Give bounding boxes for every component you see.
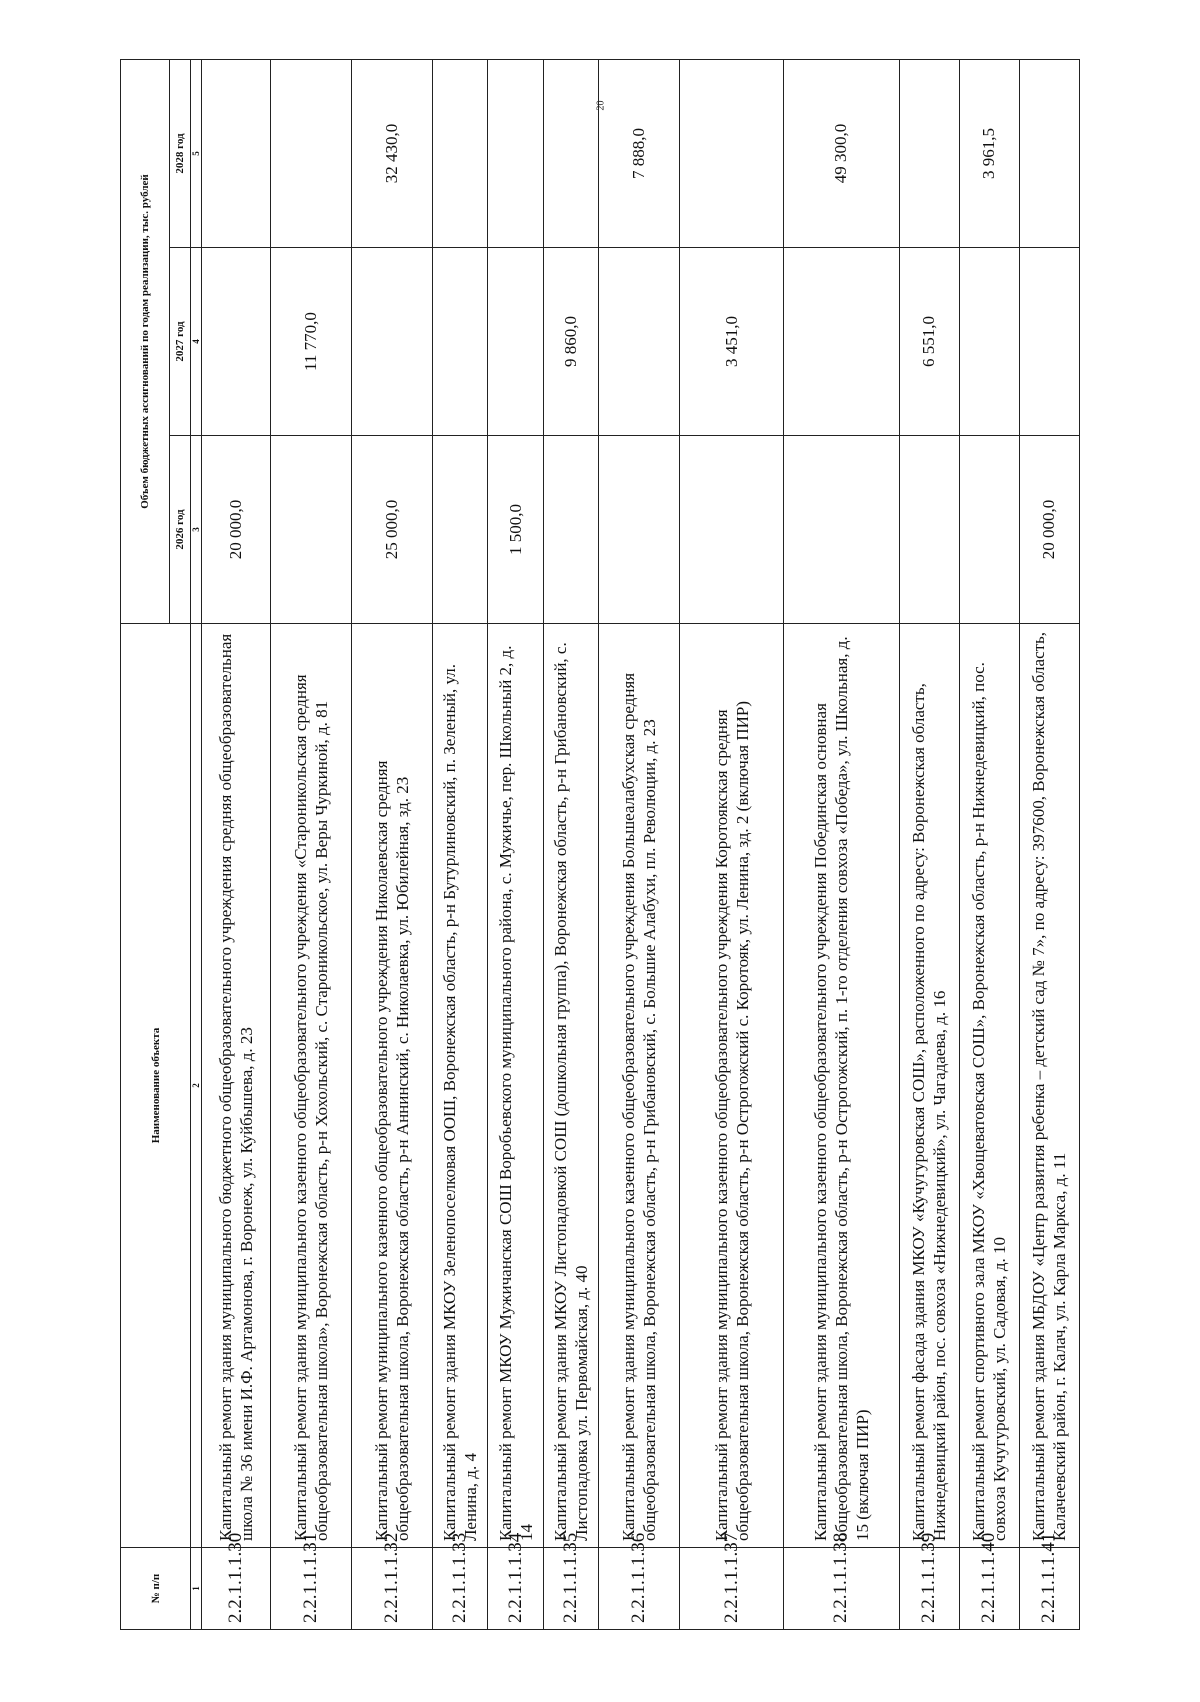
budget-table (120, 59, 1080, 1630)
value-2028: 32 430,0 (352, 60, 433, 248)
value-2028: 3 961,5 (959, 60, 1019, 248)
table-row (959, 60, 1019, 1630)
value-2026 (543, 436, 598, 624)
object-name: Капитальный ремонт здания МКОУ Листопадовкой СОШ (дошкольная группа), Воронежская область, р-н Грибановский, с. Листопадовка ул. Первомайская, д. 40 (543, 624, 598, 1548)
object-name: Капитальный ремонт здания МКОУ Зеленопоселковая ООШ, Воронежская область, р-н Бутурлиновский, п. Зеленый, ул. Ленина, д. 4 (433, 624, 488, 1548)
value-2026 (959, 436, 1019, 624)
table-row (1019, 60, 1079, 1630)
row-number: 2.2.1.1.1.35 (543, 1548, 598, 1630)
row-number: 2.2.1.1.1.37 (680, 1548, 784, 1630)
value-2026 (271, 436, 352, 624)
object-name: Капитальный ремонт здания муниципального казенного общеобразовательного учреждения «Староникольская средняя общеобразовательная школа», Воронежская область, р-н Хохольский, с. Староникольское, ул. Веры Чуркиной, д. 81 (271, 624, 352, 1548)
value-2027 (959, 248, 1019, 436)
object-name: Капитальный ремонт здания муниципального казенного общеобразовательного учреждения Коротоякская средняя общеобразовательная школа, Воронежская область, р-н Острогожский с. Коротояк, ул. Ленина, зд. 2 (включая ПИР) (680, 624, 784, 1548)
table-row (352, 60, 433, 1630)
value-2027: 9 860,0 (543, 248, 598, 436)
value-2026 (680, 436, 784, 624)
value-2028 (899, 60, 959, 248)
table-row (488, 60, 543, 1630)
page-number: 20 (595, 100, 607, 111)
object-name: Капитальный ремонт спортивного зала МКОУ «Хвощеватовская СОШ», Воронежская область, р-н Нижнедевицкий, пос. совхоза Кучугуровский, ул. Садовая, д. 10 (959, 624, 1019, 1548)
value-2028 (202, 60, 271, 248)
value-2028 (488, 60, 543, 248)
value-2027 (599, 248, 680, 436)
table-row (543, 60, 598, 1630)
value-2026: 20 000,0 (202, 436, 271, 624)
header-year-2027: 2027 год (170, 248, 191, 436)
index-cell: 2 (191, 624, 202, 1548)
row-number: 2.2.1.1.1.30 (202, 1548, 271, 1630)
table-row (433, 60, 488, 1630)
table-row (899, 60, 959, 1630)
value-2028: 7 888,0 (599, 60, 680, 248)
value-2028 (271, 60, 352, 248)
value-2027 (784, 248, 900, 436)
row-number: 2.2.1.1.1.34 (488, 1548, 543, 1630)
header-year-2028: 2028 год (170, 60, 191, 248)
value-2026: 25 000,0 (352, 436, 433, 624)
row-number: 2.2.1.1.1.40 (959, 1548, 1019, 1630)
rotated-sheet (120, 60, 1080, 1630)
value-2027 (433, 248, 488, 436)
value-2028 (433, 60, 488, 248)
value-2027 (202, 248, 271, 436)
value-2026 (599, 436, 680, 624)
value-2027 (1019, 248, 1079, 436)
object-name: Капитальный ремонт здания муниципального бюджетного общеобразовательного учреждения средняя общеобразовательная школа № 36 имени И.Ф. Артамонова, г. Воронеж, ул. Куйбышева, д. 23 (202, 624, 271, 1548)
value-2028 (543, 60, 598, 248)
value-2027 (352, 248, 433, 436)
value-2028: 49 300,0 (784, 60, 900, 248)
index-cell: 5 (191, 60, 202, 248)
index-cell: 3 (191, 436, 202, 624)
row-number: 2.2.1.1.1.31 (271, 1548, 352, 1630)
row-number: 2.2.1.1.1.36 (599, 1548, 680, 1630)
value-2026 (784, 436, 900, 624)
header-budget-group: Объем бюджетных ассигнований по годам реализации, тыс. рублей (121, 60, 170, 624)
header-num: № п/п (121, 1548, 191, 1630)
value-2028 (680, 60, 784, 248)
table-row (784, 60, 900, 1630)
row-number: 2.2.1.1.1.38 (784, 1548, 900, 1630)
object-name: Капитальный ремонт здания МБДОУ «Центр развития ребенка – детский сад № 7», по адресу: 397600, Воронежская область, Калачеевский район, г. Калач, ул. Карла Маркса, д. 11 (1019, 624, 1079, 1548)
value-2027 (488, 248, 543, 436)
value-2026: 20 000,0 (1019, 436, 1079, 624)
object-name: Капитальный ремонт здания муниципального казенного общеобразовательного учреждения Большеалабухская средняя общеобразовательная школа, Воронежская область, р-н Грибановский, с. Большие Алабухи, пл. Революции, д. 23 (599, 624, 680, 1548)
object-name: Капитальный ремонт фасада здания МКОУ «Кучугуровская СОШ», расположенного по адресу: Воронежская область, Нижнедевицкий район, пос. совхоза «Нижнедевицкий», ул. Чагадаева, д. 16 (899, 624, 959, 1548)
row-number: 2.2.1.1.1.39 (899, 1548, 959, 1630)
value-2027: 3 451,0 (680, 248, 784, 436)
object-name: Капитальный ремонт МКОУ Мужичанская СОШ Воробьевского муниципального района, с. Мужичье, пер. Школьный 2, д. 14 (488, 624, 543, 1548)
table-row (271, 60, 352, 1630)
table-row (599, 60, 680, 1630)
object-name: Капитальный ремонт муниципального казенного общеобразовательного учреждения Николаевская средняя общеобразовательная школа, Воронежская область, р-н Аннинский, с. Николаевка, ул. Юбилейная, зд. 23 (352, 624, 433, 1548)
index-cell: 4 (191, 248, 202, 436)
table-row (680, 60, 784, 1630)
value-2026 (433, 436, 488, 624)
object-name: Капитальный ремонт здания муниципального казенного общеобразовательного учреждения Побединская основная общеобразовательная школа, Воронежская область, р-н Острогожский, п. 1-го отделения совхоза «Победа», ул. Школьная, д. 15 (включая ПИР) (784, 624, 900, 1548)
value-2027: 11 770,0 (271, 248, 352, 436)
value-2026 (899, 436, 959, 624)
value-2028 (1019, 60, 1079, 248)
row-number: 2.2.1.1.1.32 (352, 1548, 433, 1630)
index-cell: 1 (191, 1548, 202, 1630)
row-number: 2.2.1.1.1.41 (1019, 1548, 1079, 1630)
table-row (202, 60, 271, 1630)
header-year-2026: 2026 год (170, 436, 191, 624)
value-2027: 6 551,0 (899, 248, 959, 436)
row-number: 2.2.1.1.1.33 (433, 1548, 488, 1630)
header-name: Наименование объекта (121, 624, 191, 1548)
value-2026: 1 500,0 (488, 436, 543, 624)
